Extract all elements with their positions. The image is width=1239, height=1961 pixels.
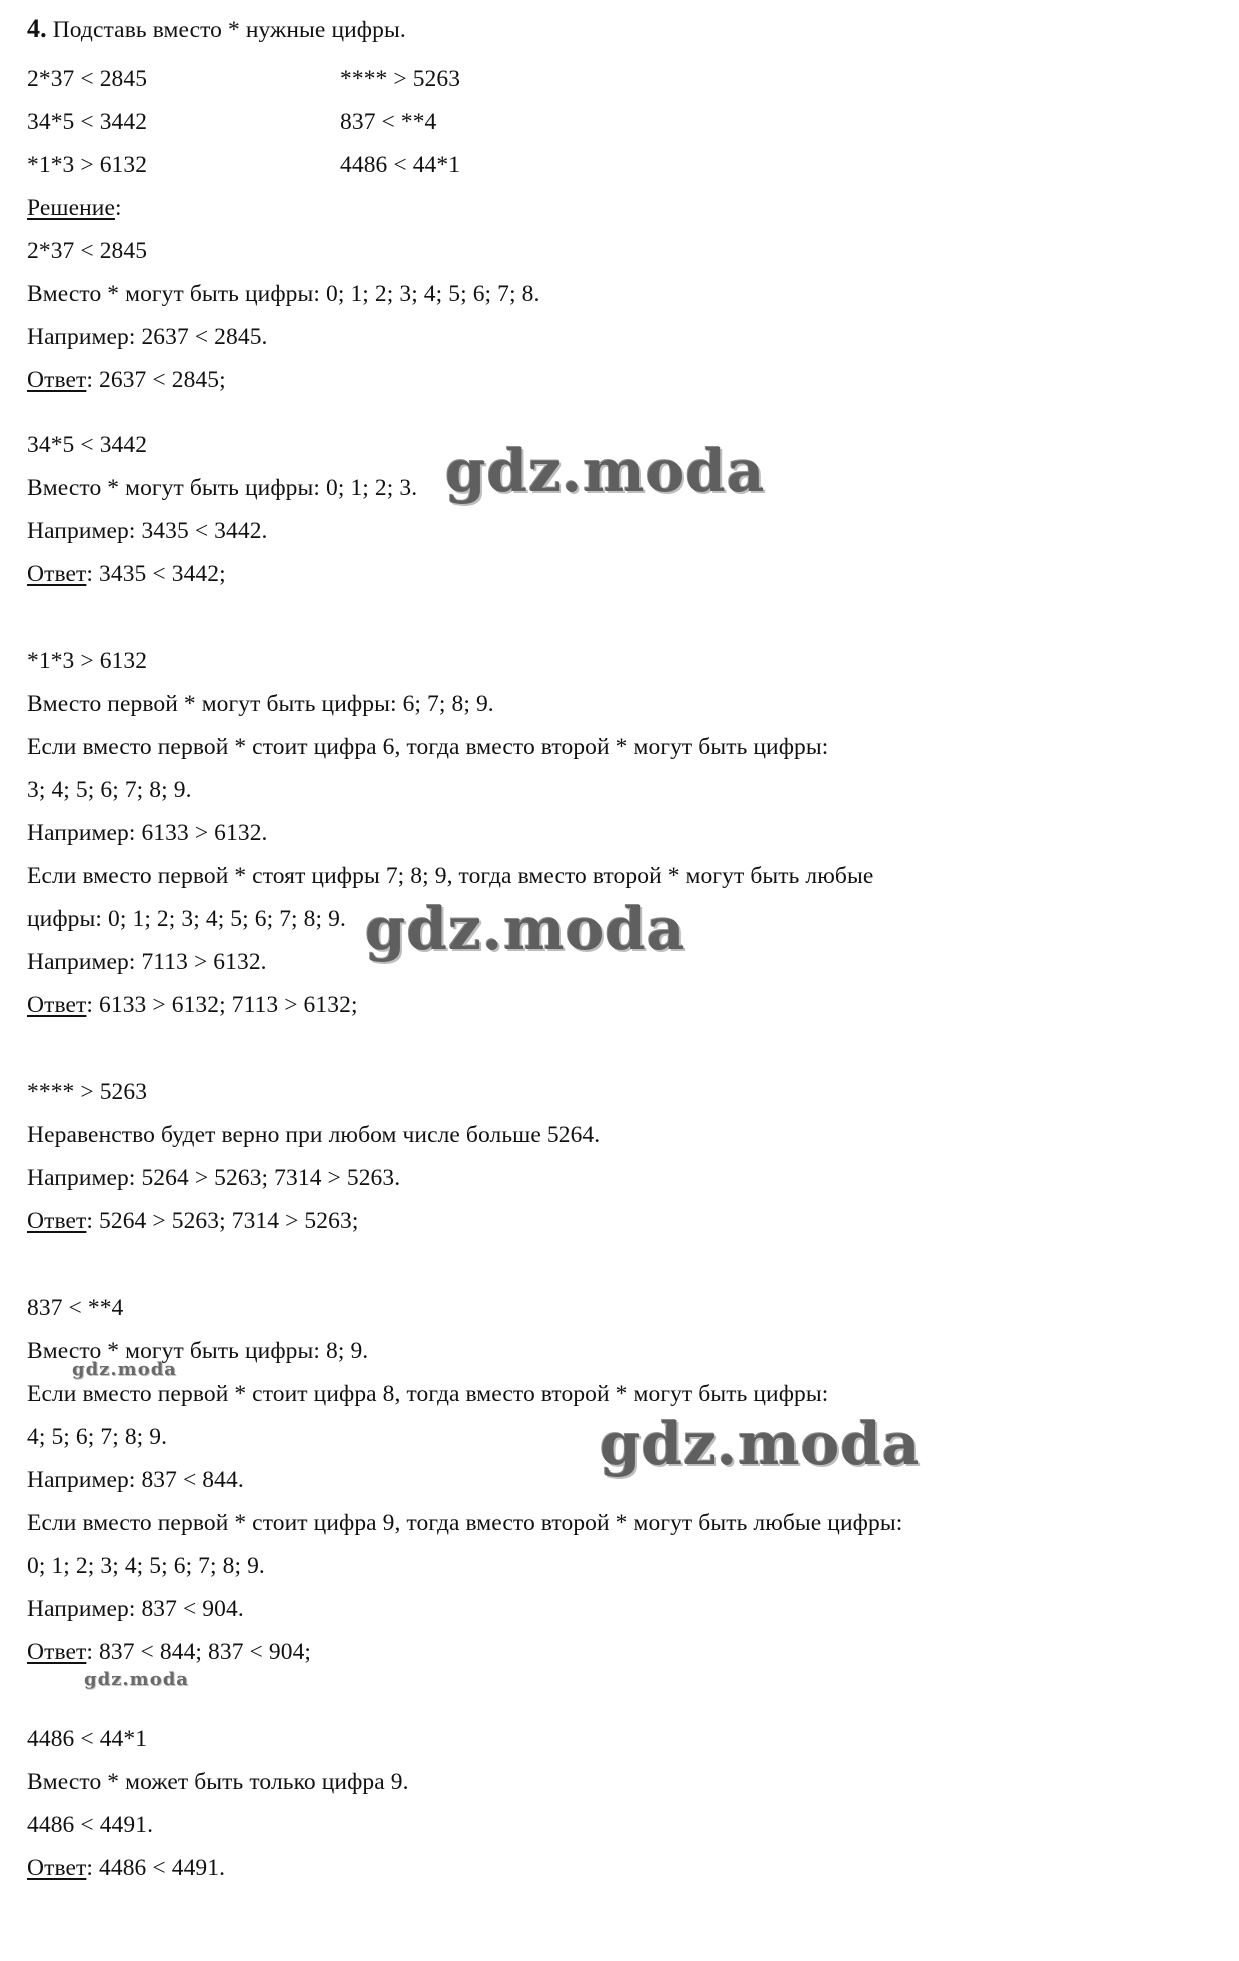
answer-label: Ответ	[27, 1639, 87, 1665]
answer-value: : 4486 < 4491.	[86, 1855, 226, 1881]
solution-line: Например: 837 < 904.	[27, 1596, 244, 1622]
answer-line	[27, 1206, 358, 1236]
solution-line: Например: 2637 < 2845.	[27, 324, 268, 350]
solution-line: Например: 6133 > 6132.	[27, 820, 268, 846]
answer-label: Ответ	[27, 367, 87, 393]
answer-value: : 2637 < 2845;	[86, 367, 226, 393]
expression: 34*5 < 3442	[27, 432, 148, 458]
solution-line: 3; 4; 5; 6; 7; 8; 9.	[27, 777, 192, 803]
answer-line	[27, 1853, 225, 1883]
answer-label: Ответ	[27, 1208, 87, 1234]
answer-label: Ответ	[27, 1855, 87, 1881]
solution-line: Вместо * могут быть цифры: 0; 1; 2; 3.	[27, 475, 418, 501]
answer-label: Ответ	[27, 992, 87, 1018]
answer-line	[27, 1637, 311, 1667]
watermark: gdz.moda	[600, 1410, 921, 1478]
solution-line: Например: 5264 > 5263; 7314 > 5263.	[27, 1165, 401, 1191]
task-item: 2*37 < 2845	[27, 66, 148, 92]
task-header	[27, 14, 406, 45]
solution-heading-text: Решение	[27, 195, 115, 221]
solution-line: цифры: 0; 1; 2; 3; 4; 5; 6; 7; 8; 9.	[27, 906, 346, 932]
solution-line: Вместо * могут быть цифры: 8; 9.	[27, 1338, 369, 1364]
task-item: **** > 5263	[340, 66, 461, 92]
watermark: gdz.moda	[72, 1359, 177, 1380]
watermark: gdz.moda	[365, 895, 686, 963]
expression: 2*37 < 2845	[27, 238, 148, 264]
solution-heading: Решение:	[27, 195, 122, 221]
task-item: *1*3 > 6132	[27, 152, 148, 178]
expression: *1*3 > 6132	[27, 648, 148, 674]
answer-line	[27, 990, 358, 1020]
answer-value: : 6133 > 6132; 7113 > 6132;	[86, 992, 358, 1018]
solution-line: Вместо * может быть только цифра 9.	[27, 1769, 409, 1795]
expression: 4486 < 44*1	[27, 1726, 148, 1752]
answer-line	[27, 559, 226, 589]
solution-line: Если вместо первой * стоит цифра 8, тогда вместо второй * могут быть цифры:	[27, 1381, 829, 1407]
task-item: 34*5 < 3442	[27, 109, 148, 135]
solution-line: Например: 3435 < 3442.	[27, 518, 268, 544]
solution-line: 4486 < 4491.	[27, 1812, 154, 1838]
solution-line: Например: 7113 > 6132.	[27, 949, 267, 975]
solution-line: 0; 1; 2; 3; 4; 5; 6; 7; 8; 9.	[27, 1553, 265, 1579]
task-item: 4486 < 44*1	[340, 152, 461, 178]
solution-line: 4; 5; 6; 7; 8; 9.	[27, 1424, 168, 1450]
watermark: gdz.moda	[84, 1669, 189, 1690]
task-title: Подставь вместо * нужные цифры.	[52, 17, 406, 43]
answer-label: Ответ	[27, 561, 87, 587]
task-number: 4.	[27, 14, 47, 43]
solution-line: Вместо * могут быть цифры: 0; 1; 2; 3; 4; 5; 6; 7; 8.	[27, 281, 540, 307]
solution-line: Неравенство будет верно при любом числе больше 5264.	[27, 1122, 601, 1148]
solution-line: Если вместо первой * стоит цифра 6, тогда вместо второй * могут быть цифры:	[27, 734, 829, 760]
solution-line: Вместо первой * могут быть цифры: 6; 7; 8; 9.	[27, 691, 494, 717]
expression: **** > 5263	[27, 1079, 148, 1105]
task-item: 837 < **4	[340, 109, 437, 135]
solution-line: Например: 837 < 844.	[27, 1467, 244, 1493]
expression: 837 < **4	[27, 1295, 124, 1321]
answer-line	[27, 365, 226, 395]
answer-value: : 5264 > 5263; 7314 > 5263;	[86, 1208, 359, 1234]
solution-line: Если вместо первой * стоят цифры 7; 8; 9, тогда вместо второй * могут быть любые	[27, 863, 874, 889]
solution-line: Если вместо первой * стоит цифра 9, тогда вместо второй * могут быть любые цифры:	[27, 1510, 903, 1536]
watermark: gdz.moda	[445, 437, 766, 505]
answer-value: : 837 < 844; 837 < 904;	[86, 1639, 312, 1665]
answer-value: : 3435 < 3442;	[86, 561, 226, 587]
